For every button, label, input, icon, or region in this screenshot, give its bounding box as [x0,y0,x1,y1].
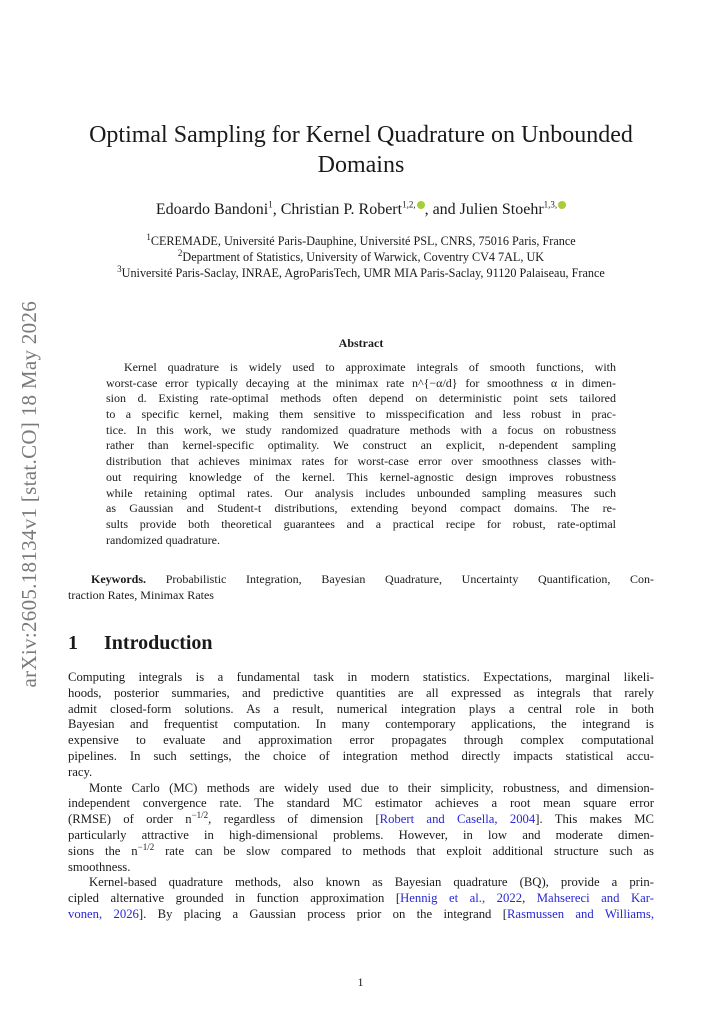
abstract-line: tice. In this work, we study randomized quadrature methods with a focus on robustness [106,422,616,437]
title-line-2: Domains [317,152,405,178]
affiliation-2: $^2$Department of Statistics, University of Warwick, Coventry CV4 7AL, UK [177,247,545,264]
abstract-line: while retaining optimal rates. Our analysis includes unbounded sampling measures such [106,485,616,500]
title-line-1: Optimal Sampling for Kernel Quadrature on Unbounded [89,122,633,148]
author-2-affil: 1,2, [402,199,416,210]
body-line: (RMSE) of order $n^{-1/2}$, regardless of dimension [Robert and Casella, 2004]. This makes MC [68,809,654,827]
abstract-line: randomized quadrature. [106,532,220,547]
author-1-affil: 1 [268,199,273,210]
keywords-text: Probabilistic Integration, Bayesian Quadrature, Uncertainty Quantification, Con- [165,572,655,586]
body-line: pipelines. In such settings, the choice of integration method directly impacts statistical accu- [68,748,654,763]
arxiv-sidebar-stamp [14,300,44,688]
orcid-icon[interactable] [558,201,566,209]
body-line: racy. [68,764,93,779]
section-number: 1 [68,632,78,654]
body-line: Monte Carlo (MC) methods are widely used due to their simplicity, robustness, and dimension- [89,780,654,795]
body-line: hoods, posterior summaries, and predictive quantities are all expressed as integrals that rarely [68,685,654,700]
section-title: Introduction [104,632,213,654]
body-line: independent convergence rate. The standard MC estimator achieves a root mean square error [68,796,654,811]
author-list [68,200,654,220]
body-line: sions the $n^{-1/2}$ rate can be slow compared to methods that exploit additional structure such as [68,841,654,858]
abstract-line: to a specific kernel, making them sensitive to misspecification and less robust in prac- [106,407,616,422]
body-line: Computing integrals is a fundamental task in modern statistics. Expectations, marginal likeli- [68,670,654,684]
author-3-affil: 1,3, [543,199,558,210]
keywords-text: traction Rates, Minimax Rates [68,587,214,602]
abstract-line: Kernel quadrature is widely used to approximate integrals of smooth functions, with [124,360,616,374]
body-line: cipled alternative grounded in function approximation [Hennig et al., 2022, Mahsereci and Kar- [68,891,655,906]
abstract-heading: Abstract [338,336,384,350]
orcid-icon[interactable] [417,201,425,209]
affiliations [62,233,660,281]
section-heading-introduction [68,632,654,655]
body-line: particularly attractive in high-dimensional problems. However, in low and moderate dimen- [68,827,654,842]
page-number: 1 [357,975,364,989]
introduction-body [68,670,654,923]
abstract-line: out requiring knowledge of the kernel. This kernel-agnostic design improves robustness [106,469,616,484]
citation-link[interactable]: vonen, 2026 [68,906,139,921]
abstract-line: worst-case error typically decaying at the minimax rate n^{−α/d} for smoothness α in dimen- [106,375,616,390]
body-line: vonen, 2026]. By placing a Gaussian process prior on the integrand [Rasmussen and Williams, [68,906,654,921]
abstract-line: distribution that achieves minimax rates for worst-case error over smoothness classes with- [106,454,616,469]
abstract-line: rather than kernel-specific optimality. We construct an explicit, n-dependent sampling [106,438,616,453]
citation-link[interactable]: Hennig et al., 2022 [400,891,523,906]
author-stoehr: , and Julien Stoehr [424,201,544,218]
citation-link[interactable]: Mahsereci and Kar- [536,891,655,906]
affiliation-1: $^1$CEREMADE, Université Paris-Dauphine, Université PSL, CNRS, 75016 Paris, France [146,231,576,248]
author-bandoni: Edoardo Bandoni [155,201,269,218]
paper-title [68,120,654,180]
abstract-line: as Gaussian and Student-t distributions, extending beyond compact domains. The re- [106,501,616,516]
arxiv-identifier: arXiv:2605.18134v1 [stat.CO] 18 May 2026 [16,300,41,688]
body-line: Bayesian and frequentist computation. In many contemporary applications, the integrand is [68,717,654,732]
abstract-line: sults provide both theoretical guarantees and a practical recipe for robust, rate-optimal [106,516,616,531]
citation-link[interactable]: Rasmussen and Williams, [506,906,654,921]
citation-link[interactable]: Robert and Casella, 2004 [379,812,536,827]
keywords-block [68,572,654,603]
body-line: expensive to evaluate and approximation error propagates through complex computational [68,733,654,748]
body-line: admit closed-form solutions. As a result, numerical integration plays a central role in both [68,701,654,716]
author-robert: , Christian P. Robert [272,201,403,218]
keywords-label: Keywords. [91,572,146,586]
abstract-line: sion d. Existing rate-optimal methods often depend on deterministic point sets tailored [106,391,616,406]
body-line: smoothness. [68,859,131,874]
abstract-body [106,360,616,548]
body-line: Kernel-based quadrature methods, also known as Bayesian quadrature (BQ), provide a prin- [89,875,654,890]
affiliation-3: $^3$Université Paris-Saclay, INRAE, AgroParisTech, UMR MIA Paris-Saclay, 91120 Palaiseau, France [117,263,605,280]
